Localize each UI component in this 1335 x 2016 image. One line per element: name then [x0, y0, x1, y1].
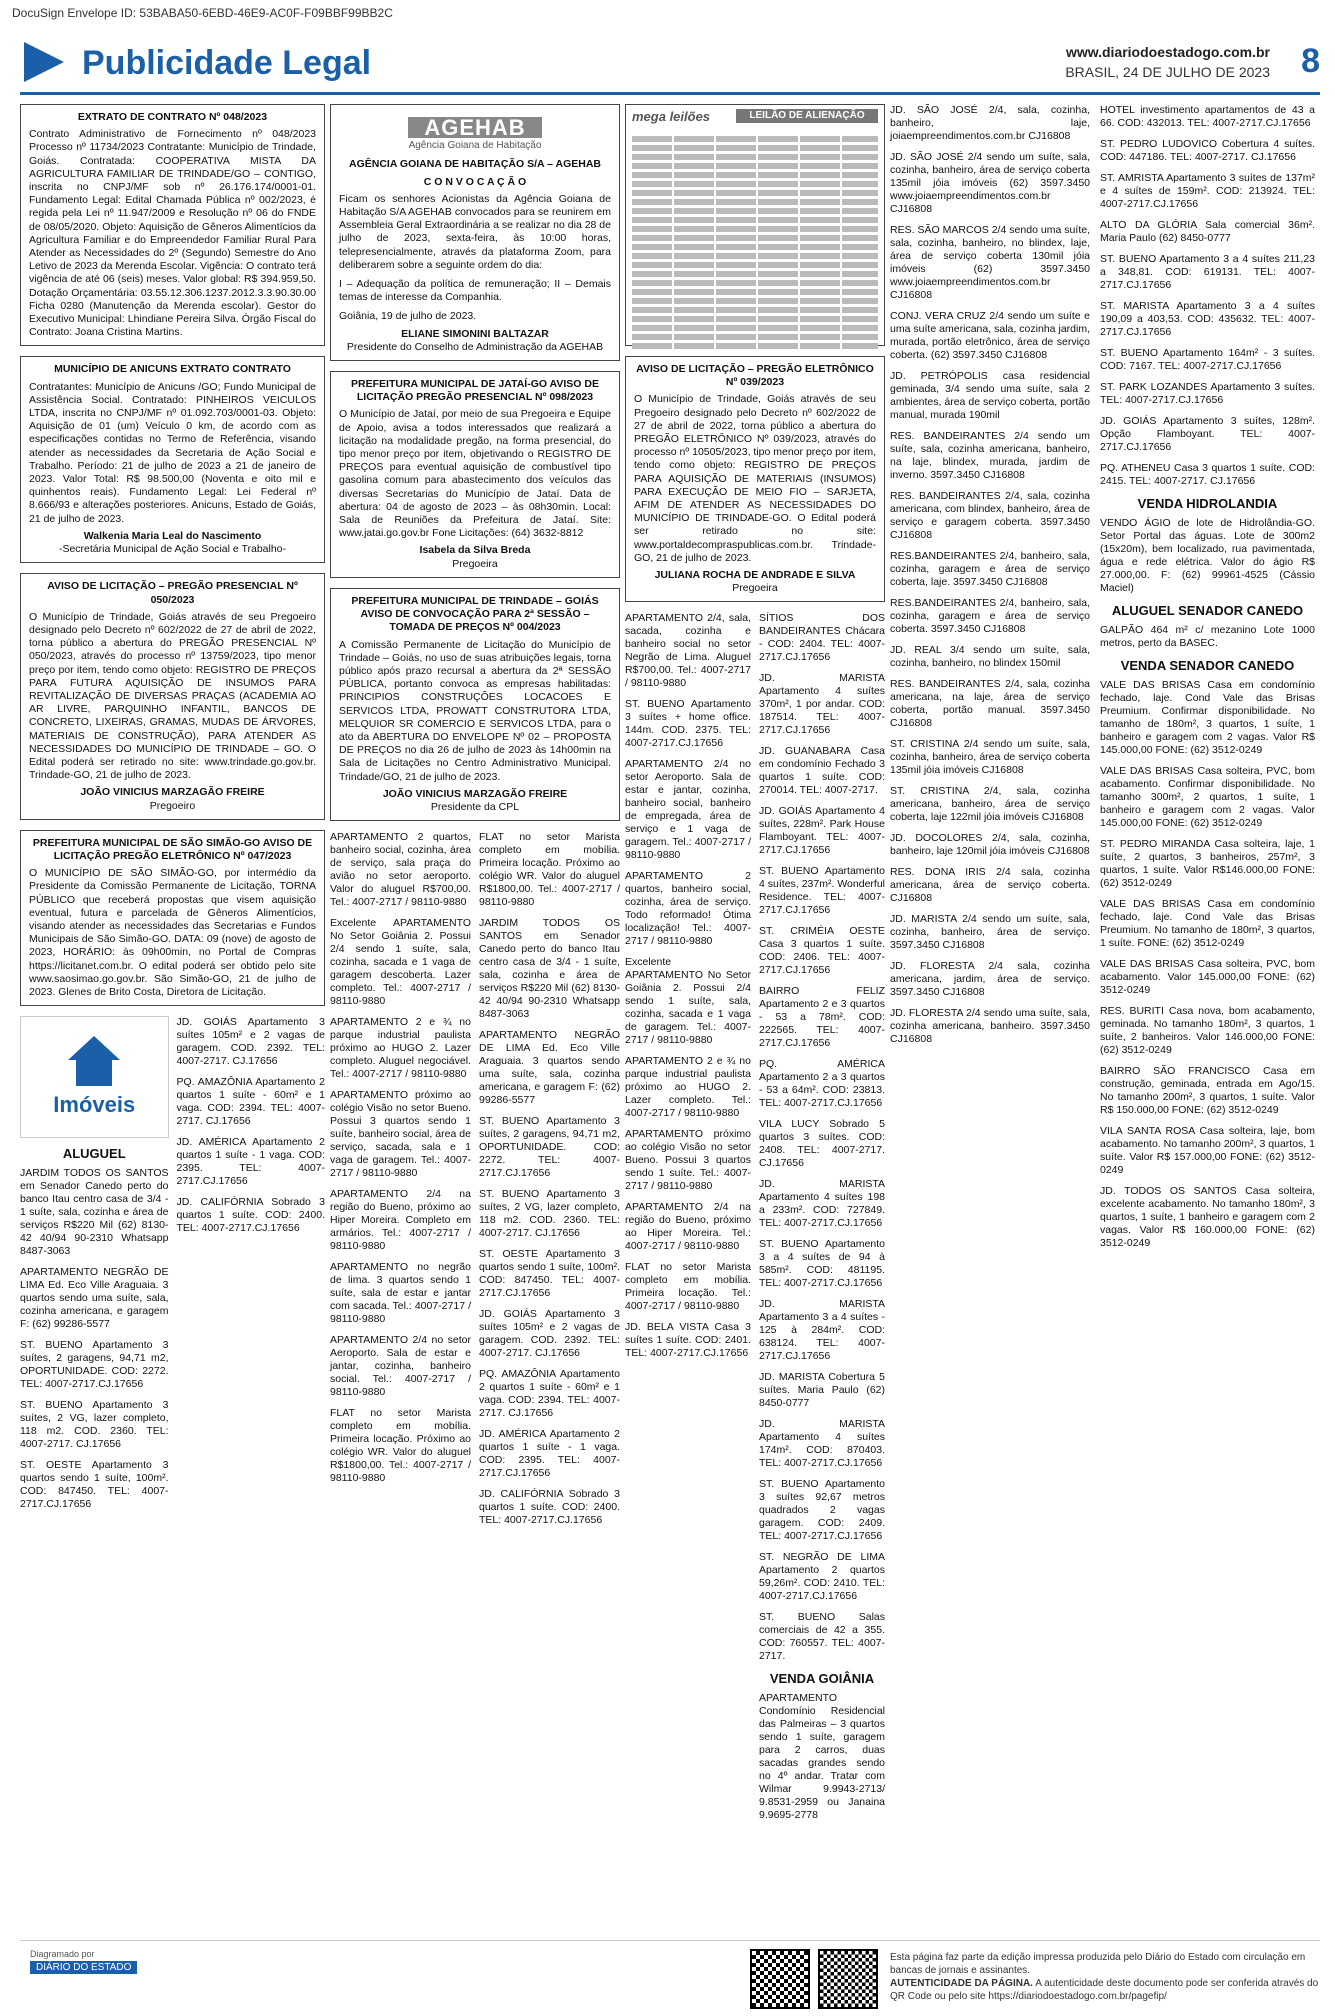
- classified-ad: VALE DAS BRISAS Casa em condomínio fechado, laje. Cond Vale das Brisas Preumium. Confirmar disponibilidade. No tamanho de 180m², 3 quartos, 1 suíte, 1 banheiro e garagem com 2 vagas. Valor R$ 145.000,00 FONE: (62) 3512-0249: [1100, 679, 1315, 756]
- classified-ad: ST. AMRISTA Apartamento 3 suítes de 137m² e 4 suítes de 159m². COD: 213924. TEL: 4007-2717.CJ.17656: [1100, 172, 1315, 210]
- edition-date: BRASIL, 24 DE JULHO DE 2023: [1065, 64, 1270, 80]
- classified-ad: ST. BUENO Apartamento 3 a 4 suítes de 94 à 585m². COD: 481195. TEL: 4007-2717.CJ.17656: [759, 1238, 885, 1290]
- classified-ad: ST. BUENO Apartamento 3 suítes, 2 VG, lazer completo, 118 m2. COD. 2360. TEL: 4007-2717. CJ.17656: [20, 1399, 169, 1451]
- notice-title: PREFEITURA MUNICIPAL DE SÃO SIMÃO-GO AVISO DE LICITAÇÃO PREGÃO ELETRÔNICO Nº 047/2023: [32, 836, 313, 862]
- classified-ad: APARTAMENTO 2 e ¾ no parque industrial paulista próximo ao HUGO 2. Lazer completo. Tel.: 4007-2717 / 98110-9880: [625, 1055, 751, 1120]
- classified-ad: JD. SÃO JOSÉ 2/4, sala, cozinha, banheiro, laje, joiaempreendimentos.com.br CJ16808: [890, 104, 1090, 142]
- classified-ad: VENDO ÁGIO de lote de Hidrolândia-GO. Setor Portal das águas. Lote de 300m2 (15x20m), bem localizado, rua pavimentada, água e rede elétrica. Valor do ágio R$ 27.000,00. F: (62) 99961-4525 (Cássio Maciel): [1100, 517, 1315, 594]
- house-body-icon: [76, 1060, 112, 1086]
- classified-ad: ST. NEGRÃO DE LIMA Apartamento 2 quartos 59,26m². COD: 2410. TEL: 4007-2717.CJ.17656: [759, 1551, 885, 1603]
- trindade-convocacao-notice: [330, 588, 620, 821]
- classified-ad: PQ. AMÉRICA Apartamento 2 a 3 quartos - 53 a 64m². COD: 23813. TEL: 4007-2717.CJ.17656: [759, 1058, 885, 1110]
- classifieds-subcolumns: [330, 831, 620, 1535]
- classified-ad: APARTAMENTO no negrão de lima. 3 quartos sendo 1 suíte, sala de estar e jantar com sacada. Tel.: 4007-2717 / 98110-9880: [330, 1261, 471, 1326]
- signature-name: ELIANE SIMONINI BALTAZAR: [401, 327, 549, 340]
- notice-body: Contrato Administrativo de Fornecimento nº 048/2023 Processo nº 11734/2023 Contratante: Município de Trindade, Goiás. Contratada: COOPERATIVA MISTA DA AGRICULTURA FAMILIAR DE TRINDADE/GO – CONTIGO, inscrita no CNPJ/MF sob nº 26.176.174/0001-01. Fundamento Legal: Edital Chamada Pública nº 002/2023, é regida pela Lei nº 11.947/2009 e Resolução nº 06 do FNDE de 08/05/2020. Objeto: Aquisição de Gêneros Alimentícios da Agricultura Familiar e do Empreendedor Familiar Rural Para Atender as Necessidades do 2º (Segundo) Semestre do Ano Letivo de 2023 da Merenda Escolar. Vigência: O contrato terá vigência de até 06 (seis) meses. Valor global: R$ 394.959,50. Dotação Orçamentária: 03.55.12.306.1237.2012.3.3.90.30.00 Ficha 0280 (Manutenção da Merenda escolar). Gestor do Executivo Municipal: Lhindiane Pereira Silva. Órgão Fiscal do Contrato: Joana Cristina Martins.: [29, 128, 316, 339]
- signature-name: Walkenia Maria Leal do Nascimento: [83, 529, 262, 542]
- footer-note: Esta página faz parte da edição impressa produzida pelo Diário do Estado com circulação em bancas de jornais e assinantes.: [890, 1952, 1306, 1976]
- sao-simao-notice: [20, 830, 325, 1006]
- classified-ad: JD. GOIÁS Apartamento 3 suítes, 128m². Opção Flamboyant. TEL: 4007-2717.CJ.17656: [1100, 415, 1315, 453]
- classified-ad: JD. GUANABARA Casa em condomínio Fechado 3 quartos 1 suíte. COD: 270014. TEL: 4007-2717.: [759, 745, 885, 797]
- classifieds-subcolumns: [625, 612, 885, 1830]
- classified-ad: ST. CRISTINA 2/4, sala, cozinha americana, banheiro, área de serviço coberta, laje 122mil jóia imóveis CJ16808: [890, 785, 1090, 823]
- signature-name: Isabela da Silva Breda: [419, 544, 531, 557]
- classified-ad: JARDIM TODOS OS SANTOS em Senador Canedo perto do banco Itau centro casa de 3/4 - 1 suíte, sala, cozinha e área de serviços R$220 Mil (62) 8130-42 40/94 90-2310 Whatsapp 8487-3063: [479, 917, 620, 1021]
- notice-body: Ficam os senhores Acionistas da Agência Goiana de Habitação S/A AGEHAB convocados para se reunirem em Assembleia Geral Extraordinária a se realizar no dia 28 de julho de 2023, sexta-feira, às 10:00 horas, telepresencialmente, através da plataforma Zoom, para deliberarem sobre a seguinte ordem do dia:: [339, 192, 611, 271]
- column-4: [890, 104, 1090, 1054]
- classified-ad: VALE DAS BRISAS Casa solteira, PVC, bom acabamento. Valor 145.000,00 FONE: (62) 3512-0249: [1100, 958, 1315, 996]
- classified-ad: PQ. AMAZÔNIA Apartamento 2 quartos 1 suíte - 60m² e 1 vaga. COD: 2394. TEL: 4007-2717. CJ.17656: [176, 1076, 325, 1128]
- classified-ad: VILA LUCY Sobrado 5 quartos 3 suítes. COD: 2408. TEL: 4007-2717. CJ.17656: [759, 1118, 885, 1170]
- classified-ad: JD. CALIFÓRNIA Sobrado 3 quartos 1 suíte. COD: 2400. TEL: 4007-2717.CJ.17656: [479, 1488, 620, 1527]
- classified-ad: JD. BELA VISTA Casa 3 suítes 1 suíte. COD: 2401. TEL: 4007-2717.CJ.17656: [625, 1321, 751, 1360]
- notice-body: O MUNICÍPIO DE SÃO SIMÃO-GO, por intermédio da Presidente da Comissão Permanente de Licitação, TORNA PÚBLICO que receberá propostas que visem aquisição eventual, futura e parcelada de Gêneros Alimentícios, visando atender as necessidades das Secretarias e Fundos Municipais de São Simão-GO. DATA: 09 (nove) de agosto de 2023, HORÁRIO: às 09h00min, no Portal de Compras https://licitanet.com.br. O edital poderá ser obtido pelo site www.saosimao.go.gov.br. São Simão-GO, 21 de julho de 2023. Glenes de Brito Costa, Diretora de Licitação.: [29, 867, 316, 998]
- classified-ad: JD. FLORESTA 2/4 sala, cozinha americana, jardim, área de serviço. 3597.3450 CJ16808: [890, 960, 1090, 998]
- notice-title: AGÊNCIA GOIANA DE HABITAÇÃO S/A – AGEHAB: [348, 158, 601, 171]
- page-title: Publicidade Legal: [82, 44, 372, 82]
- notice-title: MUNICÍPIO DE ANICUNS EXTRATO CONTRATO: [54, 363, 291, 376]
- classified-ad: ST. PARK LOZANDES Apartamento 3 suítes. TEL: 4007-2717.CJ.17656: [1100, 381, 1315, 406]
- classified-ad: CONJ. VERA CRUZ 2/4 sendo um suíte e uma suíte americana, sala, cozinha jardim, murada, portão eletrônico, área de serviço coberta. (62) 3597.3450 CJ16808: [890, 310, 1090, 361]
- classified-ad: APARTAMENTO 2 e ¾ no parque industrial paulista próximo ao HUGO 2. Lazer completo. Aluguel negociável. Tel.: 4007-2717 / 98110-9880: [330, 1016, 471, 1081]
- imoveis-logo: [20, 1016, 169, 1138]
- agehab-logo-text: AGEHAB: [408, 117, 541, 138]
- auth-text: A autenticidade deste documento pode ser conferida através do QR Code ou pelo site https://diariodoestadogo.com.br/pagefip/: [890, 1978, 1319, 2002]
- classified-ad: ST. BUENO Apartamento 3 suítes 92,67 metros quadrados 2 vagas garagem. COD: 2409. TEL: 4007-2717.CJ.17656: [759, 1478, 885, 1543]
- column-2: [330, 104, 620, 1535]
- classified-ad: ST. OESTE Apartamento 3 quartos sendo 1 suíte, 100m². COD: 847450. TEL: 4007-2717.CJ.17656: [20, 1459, 169, 1511]
- col3-split: [625, 356, 885, 612]
- signature-role: Pregoeiro: [149, 799, 196, 812]
- mega-leiloes-logo: mega leilões: [632, 109, 711, 124]
- classified-ad: JD. DOCOLORES 2/4, sala, cozinha, banheiro, laje 120mil jóia imóveis CJ16808: [890, 832, 1090, 857]
- signature-role: Pregoeira: [732, 582, 778, 595]
- notice-body: A Comissão Permanente de Licitação do Município de Trindade – Goiás, no uso de suas atribuições legais, torna público após prazo recursal a abertura da 2ª SESSÃO PÚBLICA, portanto convoca as empresas habilitadas: PRINCIPIOS CONSTRUÇÕES LOCACOES E SERVICOS LTDA, PROWATT CONSTRUTORA LTDA, MELQUIOR SR COMERCIO E SERVICOS LTDA, para o ato da ABERTURA DO ENVELOPE Nº 02 – PROPOSTA DE PREÇOS no dia 26 de julho de 2023 às 14h00min na Sala de Licitações no Centro Administrativo Municipal. Trindade/GO, 21 de julho de 2023.: [339, 638, 611, 783]
- classified-ad: RES.BANDEIRANTES 2/4, banheiro, sala, cozinha, garagem e área de serviço coberta, laje. 3597.3450 CJ16808: [890, 550, 1090, 588]
- site-url[interactable]: www.diariodoestadogo.com.br: [1065, 44, 1270, 60]
- notice-body: Contratantes: Município de Anicuns /GO; Fundo Municipal de Assistência Social. Contratado: PINHEIROS VEICULOS LTDA, inscrita no CNPJ/MF nº 01.092.703/0001-03. Objeto: Aquisição de 01 (um) Veículo 0 km, de acordo com as especificações contidas no Termo de Referência, visando atender as necessidades da Secretaria de Ação Social e Trabalho. Período: 21 de julho de 2023 a 21 de janeiro de 2023. Valor Total: R$ 98.500,00 (Noventa e oito mil e quinhentos reais). Fundamento Legal: Lei Federal nº 8.666/93 e alterações posteriores. Anicuns, Estado de Goiás, 21 de julho de 2023.: [29, 380, 316, 525]
- classified-ad: APARTAMENTO 2 quartos, banheiro social, cozinha, área de serviço. Todo reformado! Ótima localização! Tel.: 4007-2717 / 98110-9880: [625, 870, 751, 948]
- classified-ad: JD. GOIÁS Apartamento 3 suítes 105m² e 2 vagas de garagem. COD. 2392. TEL: 4007-2717. CJ.17656: [176, 1016, 325, 1068]
- classified-ad: RES. BANDEIRANTES 2/4, sala, cozinha americana, na laje, área de serviço coberta, portão manual. 3597.3450 CJ16808: [890, 678, 1090, 729]
- agehab-notice: [330, 104, 620, 361]
- signature-role: -Secretária Municipal de Ação Social e Trabalho-: [58, 543, 287, 556]
- classified-ad: ST. BUENO Apartamento 3 suítes + home office. 144m. COD. 2375. TEL: 4007-2717.CJ.17656: [625, 698, 751, 750]
- classified-ad: ALTO DA GLÓRIA Sala comercial 36m². Maria Paulo (62) 8450-0777: [1100, 219, 1315, 244]
- leilao-heading: LEILÃO DE ALIENAÇÃO FIDUCIÁRIA: [736, 109, 878, 123]
- classifieds-subcolumns: [20, 1016, 325, 1519]
- classified-ad: ST. BUENO Apartamento 3 suítes, 2 VG, lazer completo, 118 m2. COD. 2360. TEL: 4007-2717. CJ.17656: [479, 1188, 620, 1240]
- arrow-icon: [24, 42, 64, 82]
- classified-ad: RES. BURITI Casa nova, bom acabamento, geminada. No tamanho 180m², 3 quartos, 1 suíte, 2 banheiros. Valor 146.000,00 FONE: (62) 3512-0249: [1100, 1005, 1315, 1056]
- classified-ad: ST. PEDRO LUDOVICO Cobertura 4 suítes. COD: 447186. TEL: 4007-2717. CJ.17656: [1100, 138, 1315, 163]
- house-icon: [68, 1036, 120, 1060]
- classified-ad: BAIRRO SÃO FRANCISCO Casa em construção, geminada, entrada em Ago/15. No tamanho 200m², 3 quartos, 1 suíte. Valor R$ 150.000,00 FONE: (62) 3512-0249: [1100, 1065, 1315, 1116]
- classified-ad: ST. PEDRO MIRANDA Casa solteira, laje, 1 suíte, 2 quartos, 3 banheiros, 257m², 3 quartos, 1 suíte. Valor R$146.000,00 FONE: (62) 3512-0249: [1100, 838, 1315, 889]
- signature-role: Presidente do Conselho de Administração da AGEHAB: [346, 340, 604, 353]
- extrato-contrato-notice: [20, 104, 325, 346]
- auth-title: AUTENTICIDADE DA PÁGINA.: [890, 1978, 1033, 1989]
- column-1: [20, 104, 325, 1519]
- classified-ad: GALPÃO 464 m² c/ mezanino Lote 1000 metros, perto da BASEC.: [1100, 624, 1315, 649]
- classified-ad: APARTAMENTO 2/4, sala, sacada, cozinha e banheiro social no setor Negrão de Lima. Aluguel R$700,00. Tel.: 4007-2717 / 98110-9880: [625, 612, 751, 690]
- classified-ad: ST. BUENO Apartamento 164m² - 3 suítes. COD: 7167. TEL: 4007-2717.CJ.17656: [1100, 347, 1315, 372]
- classified-ad: JD. AMÉRICA Apartamento 2 quartos 1 suíte - 1 vaga. COD: 2395. TEL: 4007-2717.CJ.17656: [479, 1428, 620, 1480]
- leilao-notice: [625, 104, 885, 346]
- signature-name: JOÃO VINICIUS MARZAGÃO FREIRE: [80, 786, 265, 799]
- notice-title: PREFEITURA MUNICIPAL DE JATAÍ-GO AVISO DE LICITAÇÃO PREGÃO PRESENCIAL Nº 098/2023: [351, 378, 599, 404]
- classified-ad: JD. TODOS OS SANTOS Casa solteira, excelente acabamento. No tamanho 180m², 3 quartos, 1 suíte, 1 banheiro e garagem com 2 vagas. Valor R$ 160.000,00 FONE: (62) 3512-0249: [1100, 1185, 1315, 1249]
- section-venda-senador-canedo: VENDA SENADOR CANEDO: [1120, 658, 1295, 673]
- classified-ad: JARDIM TODOS OS SANTOS em Senador Canedo perto do banco Itau centro casa de 3/4 - 1 suíte, sala, cozinha e área de serviços R$220 Mil (62) 8130-42 40/94 90-2310 Whatsapp 8487-3063: [20, 1167, 169, 1258]
- page-footer: [20, 1940, 1320, 2011]
- classified-ad: VALE DAS BRISAS Casa solteira, PVC, bom acabamento. Confirmar disponibilidade. No tamanho 300m², 2 quartos, 1 suíte, 1 banheiro e garagem com 2 vagas. Valor 145.000,00 FONE: (62) 3512-0249: [1100, 765, 1315, 829]
- classified-ad: ST. CRISTINA 2/4 sendo um suíte, sala, cozinha, banheiro, área de serviço coberta 135mil jóia imóveis CJ16808: [890, 738, 1090, 776]
- column-3: [625, 104, 885, 1830]
- classified-ad: JD. GOIÁS Apartamento 4 suítes, 228m². Park House Flamboyant. TEL: 4007-2717.CJ.17656: [759, 805, 885, 857]
- classified-ad: PQ. ATHENEU Casa 3 quartos 1 suíte. COD: 2415. TEL: 4007-2717. CJ.17656: [1100, 462, 1315, 487]
- classified-ad: FLAT no setor Marista completo em mobília. Primeira locação. Tel.: 4007-2717 / 98110-9880: [625, 1261, 751, 1313]
- convocacao-heading: C O N V O C A Ç Ã O: [423, 175, 527, 188]
- notice-title: AVISO DE LICITAÇÃO – PREGÃO ELETRÔNICO Nº 039/2023: [636, 363, 874, 389]
- classified-ad: APARTAMENTO 2 quartos, banheiro social, cozinha, área de serviço, sala praça do avião no setor aeroporto. Valor do aluguel R$700,00. Tel.: 4007-2717 / 98110-9880: [330, 831, 471, 909]
- aviso-pregao-039-notice: [625, 356, 885, 602]
- qr-code-icon[interactable]: [750, 1949, 810, 2009]
- classified-ad: ST. BUENO Apartamento 3 a 4 suítes 211,23 a 348,81. COD: 619131. TEL: 4007-2717.CJ.17656: [1100, 253, 1315, 291]
- classified-ad: APARTAMENTO próximo ao colégio Visão no setor Bueno. Possui 3 quartos sendo 1 suíte, banheiro social, área de serviço, sacada, sala e 1 vaga de garagem. Tel.: 4007-2717 / 98110-9880: [330, 1089, 471, 1180]
- classified-ad: APARTAMENTO 2/4 na região do Bueno, próximo ao Hiper Moreira. Tel.: 4007-2717 / 98110-9880: [625, 1201, 751, 1253]
- classified-ad: Excelente APARTAMENTO No Setor Goiânia 2. Possui 2/4 sendo 1 suíte, sala, cozinha, sacada e 1 vaga de garagem. Tel.: 4007-2717 / 98110-9880: [625, 956, 751, 1047]
- classified-ad: ST. BUENO Apartamento 3 suítes, 2 garagens, 94,71 m2, OPORTUNIDADE. COD: 2272. TEL: 4007-2717.CJ.17656: [479, 1115, 620, 1180]
- fine-print: [632, 136, 878, 349]
- signature-name: JOÃO VINICIUS MARZAGÃO FREIRE: [382, 787, 568, 800]
- agehab-logo-subtitle: Agência Goiana de Habitação: [408, 140, 542, 152]
- classified-ad: JD. MARISTA Apartamento 4 suítes 198 a 233m². COD: 727849. TEL: 4007-2717.CJ.17656: [759, 1178, 885, 1230]
- notice-date: Goiânia, 19 de julho de 2023.: [339, 310, 477, 323]
- classified-ad: JD. FLORESTA 2/4 sendo uma suíte, sala, cozinha americana, banheiro. 3597.3450 CJ16808: [890, 1007, 1090, 1045]
- signature-role: Presidente da CPL: [430, 800, 520, 813]
- classified-ad: JD. PETRÓPOLIS casa residencial geminada, 3/4 sendo uma suíte, sala 2 ambientes, área de serviço coberta, portão manual, murada 190mil: [890, 370, 1090, 421]
- classified-ad: JD. MARISTA Cobertura 5 suítes. Maria Paulo (62) 8450-0777: [759, 1371, 885, 1410]
- classified-ad: PQ. AMAZÔNIA Apartamento 2 quartos 1 suíte - 60m² e 1 vaga. COD: 2394. TEL: 4007-2717. CJ.17656: [479, 1368, 620, 1420]
- signature-role: Pregoeira: [452, 557, 498, 570]
- agehab-logo: [339, 117, 611, 152]
- notice-body: O Município de Jataí, por meio de sua Pregoeira e Equipe de Apoio, avisa a todos interessados que realizará a licitação na modalidade pregão, na forma presencial, do tipo menor preço por item, objetivando o REGISTRO DE PREÇOS para eventual aquisição de combustível tipo gasolina comum para abastecimento dos veículos das diversas Secretarias do Município de Jataí. Data de abertura: 04 de agosto de 2023 – às 08h30min. Local: Sala de Reuniões da Prefeitura de Jataí. Site: www.jatai.go.gov.br Fone Licitações: (64) 3632-8812: [339, 408, 611, 540]
- notice-title: PREFEITURA MUNICIPAL DE TRINDADE – GOIÁS AVISO DE CONVOCAÇÃO PARA 2ª SESSÃO – TOMADA DE PREÇOS Nº 004/2023: [351, 594, 599, 634]
- classified-ad: ST. OESTE Apartamento 3 quartos sendo 1 suíte, 100m². COD: 847450. TEL: 4007-2717.CJ.17656: [479, 1248, 620, 1300]
- classified-ad: BAIRRO FELIZ Apartamento 2 e 3 quartos - 53 a 78m². COD: 222565. TEL: 4007-2717.CJ.17656: [759, 985, 885, 1050]
- classified-ad: JD. MARISTA Apartamento 4 suítes 174m². COD: 870403. TEL: 4007-2717.CJ.17656: [759, 1418, 885, 1470]
- diario-brand: DIÁRIO DO ESTADO: [30, 1961, 137, 1974]
- footer-credits: [30, 1949, 250, 1976]
- classified-ad: JD. REAL 3/4 sendo um suíte, sala, cozinha, banheiro, no blindex 150mil: [890, 644, 1090, 669]
- classified-ad: RES.BANDEIRANTES 2/4, banheiro, sala, cozinha, garagem e área de serviço coberta. 3597.3450 CJ16808: [890, 597, 1090, 635]
- classified-ad: RES. BANDEIRANTES 2/4 sendo um suíte, sala, cozinha americana, banheiro, na laje, blindex, murada, jardim de inverno. 3597.3450 CJ16808: [890, 430, 1090, 481]
- agenda-items: I – Adequação da política de remuneração; II – Demais temas de interesse da Companhia.: [339, 278, 611, 304]
- footer-authenticity: [890, 1951, 1320, 2003]
- classified-ad: JD. GOIÁS Apartamento 3 suítes 105m² e 2 vagas de garagem. COD. 2392. TEL: 4007-2717. CJ.17656: [479, 1308, 620, 1360]
- classified-ad: JD. MARISTA 2/4 sendo um suíte, sala, cozinha, banheiro, área de serviço. 3597.3450 CJ16808: [890, 913, 1090, 951]
- section-venda-hidrolandia: VENDA HIDROLANDIA: [1137, 496, 1278, 511]
- classified-ad: VILA SANTA ROSA Casa solteira, laje, bom acabamento. No tamanho 200m², 3 quartos, 1 suíte. Valor R$ 157.000,00 FONE: (62) 3512-0249: [1100, 1125, 1315, 1176]
- classified-ad: JD. CALIFÓRNIA Sobrado 3 quartos 1 suíte. COD: 2400. TEL: 4007-2717.CJ.17656: [176, 1196, 325, 1235]
- qr-code-icon[interactable]: [818, 1949, 878, 2009]
- classified-ad: Excelente APARTAMENTO No Setor Goiânia 2. Possui 2/4 sendo 1 suíte, sala, cozinha, sacada e 1 vaga de garagem descoberta. Lazer completo. Tel.: 4007-2717 / 98110-9880: [330, 917, 471, 1008]
- section-aluguel: ALUGUEL: [62, 1146, 126, 1162]
- classified-ad: JD. MARISTA Apartamento 4 suítes 370m², 1 por andar. COD: 187514. TEL: 4007-2717.CJ.17656: [759, 672, 885, 737]
- classified-ad: APARTAMENTO 2/4 no setor Aeroporto. Sala de estar e jantar, cozinha, banheiro social, banheiro de empregada, área de serviço e 1 vaga de garagem. Tel.: 4007-2717 / 98110-9880: [625, 758, 751, 862]
- classified-ad: ST. BUENO Apartamento 3 suítes, 2 garagens, 94,71 m2, OPORTUNIDADE. COD: 2272. TEL: 4007-2717.CJ.17656: [20, 1339, 169, 1391]
- page-header: [20, 34, 1320, 95]
- classified-ad: APARTAMENTO Condomínio Residencial das Palmeiras – 3 quartos sendo 1 suíte, garagem para 2 carros, duas sacadas grandes sendo no 4º andar. Tratar com Wilmar 9.9943-2713/ 9.8531-2959 ou Janaina 9.9695-2778: [759, 1692, 885, 1822]
- classified-ad: JD. MARISTA Apartamento 3 a 4 suítes - 125 à 284m². COD: 638124. TEL: 4007-2717.CJ.17656: [759, 1298, 885, 1363]
- jatai-notice: [330, 371, 620, 578]
- classified-ad: FLAT no setor Marista completo em mobília. Primeira locação. Próximo ao colégio WR. Valor do aluguel R$1800,00. Tel.: 4007-2717 / 98110-9880: [479, 831, 620, 909]
- notice-body: O Município de Trindade, Goiás através de seu Pregoeiro designado pelo Decreto nº 602/2022 de 27 de abril de 2022, torna público a abertura do PREGÃO ELETRÔNICO Nº 039/2023, através do processo nº 10505/2023, tipo menor preço por item, tendo como objeto: REGISTRO DE PREÇOS PARA AQUISIÇÃO DE MATERIAIS (INSUMOS) PARA EXECUÇÃO DE MEIO FIO – SARJETA, AFIM DE ATENDER AS NECESSIDADES DO MUNICÍPIO DE TRINDADE-GO. O Edital poderá ser retirado no site: www.portaldecompraspublicas.com.br. Trindade-GO, 21 de julho de 2023.: [634, 393, 876, 564]
- notice-body: O Município de Trindade, Goiás através de seu Pregoeiro designado pelo Decreto nº 602/2022 de 27 de abril de 2022, torna público a abertura do PREGÃO PRESENCIAL Nº 050/2023, através do processo nº 13759/2023, tipo menor preço por item, tendo como objeto: REGISTRO DE PREÇOS PARA FUTURA AQUISIÇÃO DE INSUMOS PARA REVITALIZAÇÃO DE DIVERSAS PRAÇAS (ACADEMIA AO AR LIVRE, PARQUINHO INFANTIL, BANCOS DE CONCRETO, LIXEIRAS, GRAMAS, MUDAS DE ÁRVORES, MATERIAIS DE CONSTRUÇÃO), PARA ATENDER AS NECESSIDADES DO MUNICÍPIO DE TRINDADE – GO. O Edital poderá ser retirado no site: www.trindade.go.gov.br. Trindade-GO, 21 de julho de 2023.: [29, 610, 316, 782]
- classified-ad: JD. AMÉRICA Apartamento 2 quartos 1 suíte - 1 vaga. COD: 2395. TEL: 4007-2717.CJ.17656: [176, 1136, 325, 1188]
- classified-ad: ST. CRIMÉIA OESTE Casa 3 quartos 1 suíte. COD: 2406. TEL: 4007-2717.CJ.17656: [759, 925, 885, 977]
- classified-ad: RES. BANDEIRANTES 2/4, sala, cozinha americana, com blindex, banheiro, área de serviço e garagem coberta. 3597.3450 CJ16808: [890, 490, 1090, 541]
- classified-ad: APARTAMENTO 2/4 na região do Bueno, próximo ao Hiper Moreira. Completo em armários. Tel.: 4007-2717 / 98110-9880: [330, 1188, 471, 1253]
- classified-ad: APARTAMENTO NEGRÃO DE LIMA Ed. Eco Ville Araguaia. 3 quartos sendo uma suíte, sala, cozinha americana, e garagem F: (62) 99286-5577: [479, 1029, 620, 1107]
- column-5: [1100, 104, 1315, 1258]
- classified-ad: FLAT no setor Marista completo em mobília. Primeira locação. Próximo ao colégio WR. Valor do aluguel R$1800,00. Tel.: 4007-2717 / 98110-9880: [330, 1407, 471, 1485]
- classified-ad: HOTEL investimento apartamentos de 43 a 66. COD: 432013. TEL: 4007-2717.CJ.17656: [1100, 104, 1315, 129]
- notice-title: EXTRATO DE CONTRATO Nº 048/2023: [77, 111, 268, 123]
- notice-title: AVISO DE LICITAÇÃO – PREGÃO PRESENCIAL Nº 050/2023: [47, 580, 298, 606]
- classified-ad: SÍTIOS DOS BANDEIRANTES Chácara - COD: 2404. TEL: 4007-2717.CJ.17656: [759, 612, 885, 664]
- diagramado-label: Diagramado por: [30, 1949, 95, 1959]
- classified-ad: RES. SÃO MARCOS 2/4 sendo uma suíte, sala, cozinha, banheiro, no blindex, laje, área de serviço coberta 130mil jóia imóveis (62) 3597.3450 www.joiaempreendimentos.com.br CJ16808: [890, 224, 1090, 301]
- classified-ad: ST. BUENO Salas comerciais de 42 a 355. COD: 760557. TEL: 4007-2717.: [759, 1611, 885, 1663]
- classified-ad: RES. DONA IRIS 2/4 sala, cozinha americana, área de serviço coberta. CJ16808: [890, 866, 1090, 904]
- classified-ad: APARTAMENTO próximo ao colégio Visão no setor Bueno. Possui 3 quartos sendo 1 suíte. Tel.: 4007-2717 / 98110-9880: [625, 1128, 751, 1193]
- classified-ad: ST. BUENO Apartamento 4 suítes, 237m². Wonderful Residence. TEL: 4007-2717.CJ.17656: [759, 865, 885, 917]
- header-info: [1065, 44, 1270, 80]
- signature-name: JULIANA ROCHA DE ANDRADE E SILVA: [654, 569, 856, 582]
- classified-ad: ST. MARISTA Apartamento 3 a 4 suítes 190,09 a 403,53. COD: 435632. TEL: 4007-2717.CJ.17656: [1100, 300, 1315, 338]
- anicuns-notice: [20, 356, 325, 563]
- imoveis-label: Imóveis: [53, 1092, 136, 1118]
- classified-ad: JD. SÃO JOSÉ 2/4 sendo um suíte, sala, cozinha, banheiro, área de serviço coberta 135mil jóia imóveis (62) 3597.3450 www.joiaempreendimentos.com.br CJ16808: [890, 151, 1090, 215]
- classified-ad: VALE DAS BRISAS Casa em condomínio fechado, laje. Cond Vale das Brisas Preumium. No tamanho de 180m², 3 quartos, 1 suíte. FONE: (62) 3512-0249: [1100, 898, 1315, 949]
- classified-ad: APARTAMENTO 2/4 no setor Aeroporto. Sala de estar e jantar, cozinha, banheiro social. Tel.: 4007-2717 / 98110-9880: [330, 1334, 471, 1399]
- docusign-envelope-id: DocuSign Envelope ID: 53BABA50-6EBD-46E9-AC0F-F09BBF99BB2C: [12, 6, 393, 20]
- page-number: 8: [1301, 42, 1320, 80]
- section-venda-goiania: VENDA GOIÂNIA: [769, 1671, 875, 1687]
- classified-ad: APARTAMENTO NEGRÃO DE LIMA Ed. Eco Ville Araguaia. 3 quartos sendo uma suíte, sala, cozinha americana, e garagem F: (62) 99286-5577: [20, 1266, 169, 1331]
- section-aluguel-senador-canedo: ALUGUEL SENADOR CANEDO: [1111, 603, 1304, 618]
- aviso-pregao-050-notice: [20, 573, 325, 819]
- classifieds-subcolumns: [890, 104, 1090, 1054]
